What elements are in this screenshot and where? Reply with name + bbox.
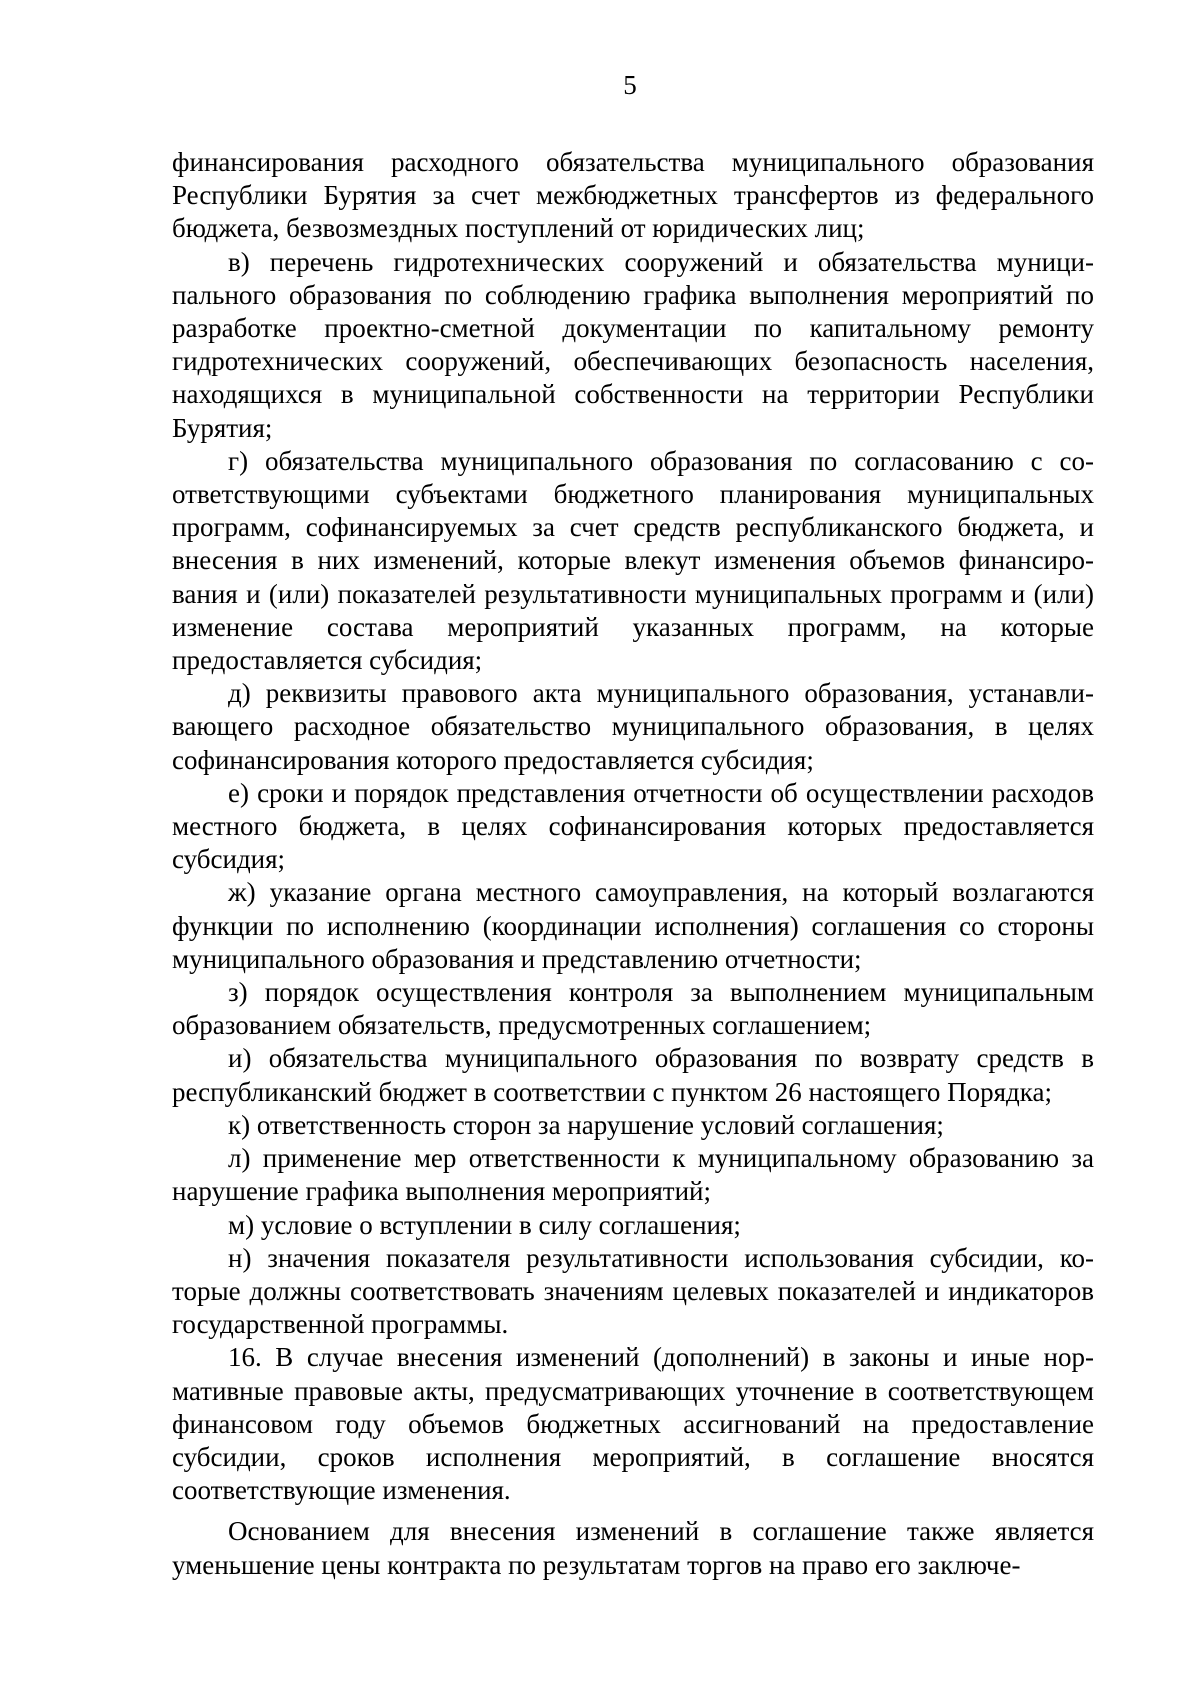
paragraph-item-m: м) условие о вступлении в силу соглашения; [228, 1209, 741, 1240]
paragraph-item-v: в) перечень гидротехнических сооружений и обязательства муниципального образования по соблюдению графика выполнения мероприятий по разработке проектно-сметной документации по капитальному ремонту гидротехнических сооружений, обеспечивающих безопасность населения, находящихся в муниципальной собственности на территории Республики Бурятия; [172, 246, 1094, 443]
paragraph-item-l: л) применение мер ответственности к муниципальному образованию за нарушение графика выполнения мероприятий; [172, 1143, 1094, 1207]
paragraph-item-e: е) сроки и порядок представления отчетности об осуществлении расходов местного бюджета, в целях софинансирования которых предоставляется субсидия; [172, 777, 1094, 875]
paragraph-continuation: финансирования расходного обязательства муниципального образования Республики Бурятия за счет межбюджетных трансфертов из федерального бюджета, безвозмездных поступлений от юридических лиц; [172, 147, 1094, 244]
paragraph-item-zh: ж) указание органа местного самоуправления, на который возлагаются функции по исполнению (координации исполнения) соглашения со стороны муниципального образования и представлению отчетности; [172, 877, 1094, 974]
paragraph-item-z: з) порядок осуществления контроля за выполнением муниципальным образованием обязательств, предусмотренных соглашением; [172, 977, 1094, 1041]
paragraph-grounds: Основанием для внесения изменений в соглашение также является уменьшение цены контракта по результатам торгов на право его заключе- [172, 1516, 1094, 1580]
paragraph-item-d: д) реквизиты правового акта муниципального образования, устанавливающего расходное обязательство муниципального образования, в целях софинансирования которого предоставляется субсидия; [172, 678, 1094, 775]
page-number: 5 [623, 70, 637, 100]
paragraph-item-k: к) ответственность сторон за нарушение условий соглашения; [228, 1109, 944, 1140]
paragraph-item-i: и) обязательства муниципального образования по возврату средств в республиканский бюджет в соответствии с пунктом 26 настоящего Порядка; [172, 1043, 1094, 1107]
paragraph-item-n: н) значения показателя результативности использования субсидии, которые должны соответствовать значениям целевых показателей и индикаторов государственной программы. [172, 1242, 1094, 1340]
paragraph-item-g: г) обязательства муниципального образования по согласованию с соответствующими субъектами бюджетного планирования муниципальных программ, софинансируемых за счет средств республиканского бюджета, и внесения в них изменений, которые влекут изменения объемов финансирования и (или) показателей результативности муниципальных программ и (или) изменение состава мероприятий указанных программ, на которые предоставляется субсидия; [172, 445, 1094, 676]
document-body [172, 146, 1094, 1582]
paragraph-section-16: 16. В случае внесения изменений (дополнений) в законы и иные нормативные правовые акты, предусматривающих уточнение в соответствующем финансовом году объемов бюджетных ассигнований на предоставление субсидии, сроков исполнения мероприятий, в соглашение вносятся соответствующие изменения. [172, 1342, 1094, 1506]
